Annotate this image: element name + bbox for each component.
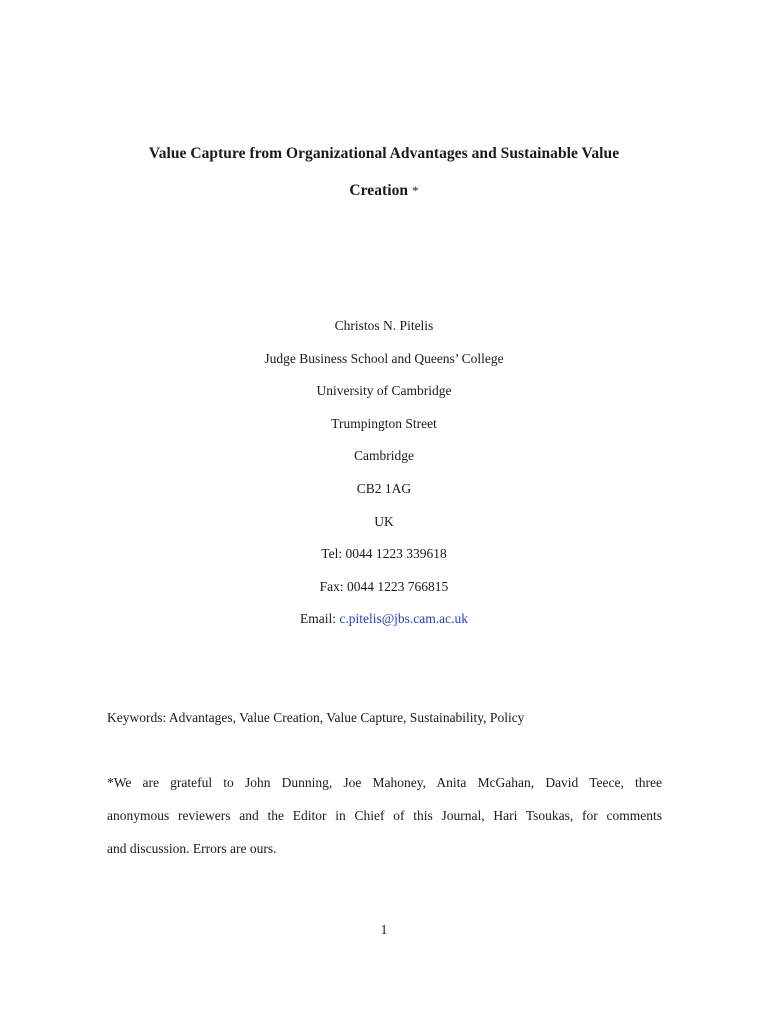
author-country: UK xyxy=(374,513,394,529)
acknowledgement-line-1: *We are grateful to John Dunning, Joe Mahoney, Anita McGahan, David Teece, three xyxy=(107,775,662,790)
acknowledgement-line-3: and discussion. Errors are ours. xyxy=(107,841,277,856)
acknowledgement-line-2: anonymous reviewers and the Editor in Chief of this Journal, Hari Tsoukas, for comments xyxy=(107,808,662,823)
acknowledgement-footnote xyxy=(107,773,662,872)
paper-title-line-2 xyxy=(0,182,768,200)
email-link[interactable]: c.pitelis@jbs.cam.ac.uk xyxy=(339,611,469,627)
author-telephone: Tel: 0044 1223 339618 xyxy=(321,546,447,562)
author-block xyxy=(0,316,768,642)
paper-title-line-1: Value Capture from Organizational Advantages and Sustainable Value xyxy=(148,145,620,162)
keywords: Keywords: Advantages, Value Creation, Value Capture, Sustainability, Policy xyxy=(107,710,525,725)
author-name: Christos N. Pitelis xyxy=(334,318,434,333)
author-postcode: CB2 1AG xyxy=(356,480,412,496)
author-city: Cambridge xyxy=(354,448,414,464)
author-street: Trumpington Street xyxy=(331,415,437,431)
title-footnote-mark: * xyxy=(412,183,419,198)
author-affiliation: Judge Business School and Queens’ College xyxy=(264,350,504,366)
email-label: Email: xyxy=(299,611,340,627)
author-university: University of Cambridge xyxy=(316,383,452,399)
author-fax: Fax: 0044 1223 766815 xyxy=(319,578,449,594)
author-email-row xyxy=(0,609,768,642)
page-number: 1 xyxy=(380,922,388,937)
paper-title-word: Creation xyxy=(349,182,409,199)
